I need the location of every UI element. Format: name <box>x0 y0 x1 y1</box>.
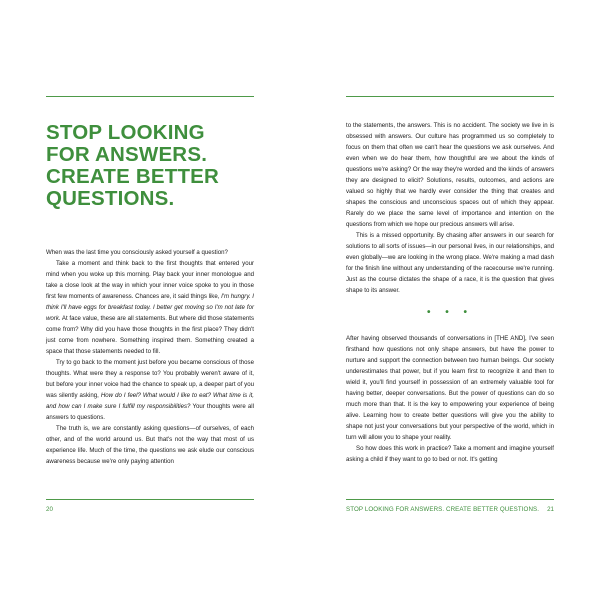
body-paragraph <box>46 247 254 258</box>
body-paragraph <box>46 423 254 467</box>
body-paragraph <box>346 230 554 296</box>
page-number: 21 <box>547 506 554 513</box>
paragraph-text: Your thoughts were all answers to questions. <box>46 403 254 421</box>
paragraph-text: This is a missed opportunity. By chasing after answers in our search for solutions to all sorts of issues—in our personal lives, in our relationships, and even globally—we are looking in the wrong place. We're making a mad dash for the finish line without any understanding of the racecourse we're running. Just as the course dictates the shape of a race, it is the question that gives shape to its answer. <box>346 232 554 294</box>
paragraph-text: Take a moment and think back to the first thoughts that entered your mind when you woke up this morning. Play back your inner monologue and take a close look at the way in which your inner voice spoke to you in those first few moments of awareness. Chances are, it said things like, <box>46 260 254 300</box>
chapter-heading <box>46 122 254 210</box>
body-paragraph <box>346 120 554 230</box>
paragraph-text: After having observed thousands of conversations in [THE AND], I've seen firsthand how questions not only shape answers, but have the power to nurture and support the connection between two human beings. Our society underestimates that power, but if you learn first to recognize it and then to wield it, you'll find yourself in possession of an extremely valuable tool for having better, deeper conversations. But the power of questions can do so much more than that. It is the key to empowering your experience of being alive. Learning how to create better questions will give you the ability to shape not just your conversations but your perspective of the world, which in turn will allow you to shape your reality. <box>346 335 554 441</box>
right-page <box>300 0 600 600</box>
body-paragraph <box>46 357 254 423</box>
section-break-ornament: • • • <box>426 307 474 318</box>
top-rule <box>46 96 254 97</box>
italic-text: I'm hungry. I think I'll have eggs for breakfast today. I better get moving so I'm not late for work. <box>46 293 254 322</box>
bottom-rule <box>346 499 554 500</box>
paragraph-text: When was the last time you consciously asked yourself a question? <box>46 249 228 256</box>
paragraph-text: So how does this work in practice? Take a moment and imagine yourself asking a child if they want to go to bed or not. It's getting <box>346 445 554 463</box>
body-paragraph <box>346 443 554 465</box>
heading-line: STOP LOOKING <box>46 121 205 144</box>
right-body-text-top <box>346 120 554 296</box>
body-paragraph <box>46 258 254 357</box>
paragraph-text: to the statements, the answers. This is no accident. The society we live in is obsessed with answers. Our culture has programmed us so completely to focus on them that often we can't hear the questions we ask ourselves. And even when we do hear them, how thoughtful are we about the kinds of questions we're asking? Or the way they're worded and the kinds of answers they are designed to elicit? Solutions, results, outcomes, and actions are valued so highly that we hardly ever consider the thing that creates and shapes the conscious and unconscious spaces out of which they appear. Rarely do we place the same level of importance and intention on the questions from which we hope our precious answers will arise. <box>346 122 554 228</box>
top-rule <box>346 96 554 97</box>
paragraph-text: Try to go back to the moment just before you became conscious of those thoughts. What were they a response to? You probably weren't aware of it, but before your inner voice had the chance to speak up, a deeper part of you was silently asking, <box>46 359 254 399</box>
bottom-rule <box>46 499 254 500</box>
heading-line: CREATE BETTER <box>46 165 220 188</box>
paragraph-text: The truth is, we are constantly asking questions—of ourselves, of each other, and of the world around us. But that's not the way that most of us experience life. Much of the time, the questions we ask elude our conscious awareness because we're only paying attention <box>46 425 254 465</box>
body-paragraph <box>346 333 554 443</box>
left-body-text <box>46 247 254 467</box>
italic-text: How do I feel? What would I like to eat? What time is it, and how can I make sure I fulfill my responsibilities? <box>46 392 254 410</box>
paragraph-text: At face value, these are all statements. But where did those statements come from? Why did you have those thoughts in the first place? They didn't just come from nowhere. Something inspired them. Something created a space that those statements needed to fill. <box>46 315 254 355</box>
heading-line: FOR ANSWERS. <box>46 143 208 166</box>
running-head: STOP LOOKING FOR ANSWERS. CREATE BETTER QUESTIONS. <box>346 506 540 513</box>
right-body-text-bottom <box>346 333 554 465</box>
heading-line: QUESTIONS. <box>46 187 175 210</box>
page-number: 20 <box>46 506 53 513</box>
